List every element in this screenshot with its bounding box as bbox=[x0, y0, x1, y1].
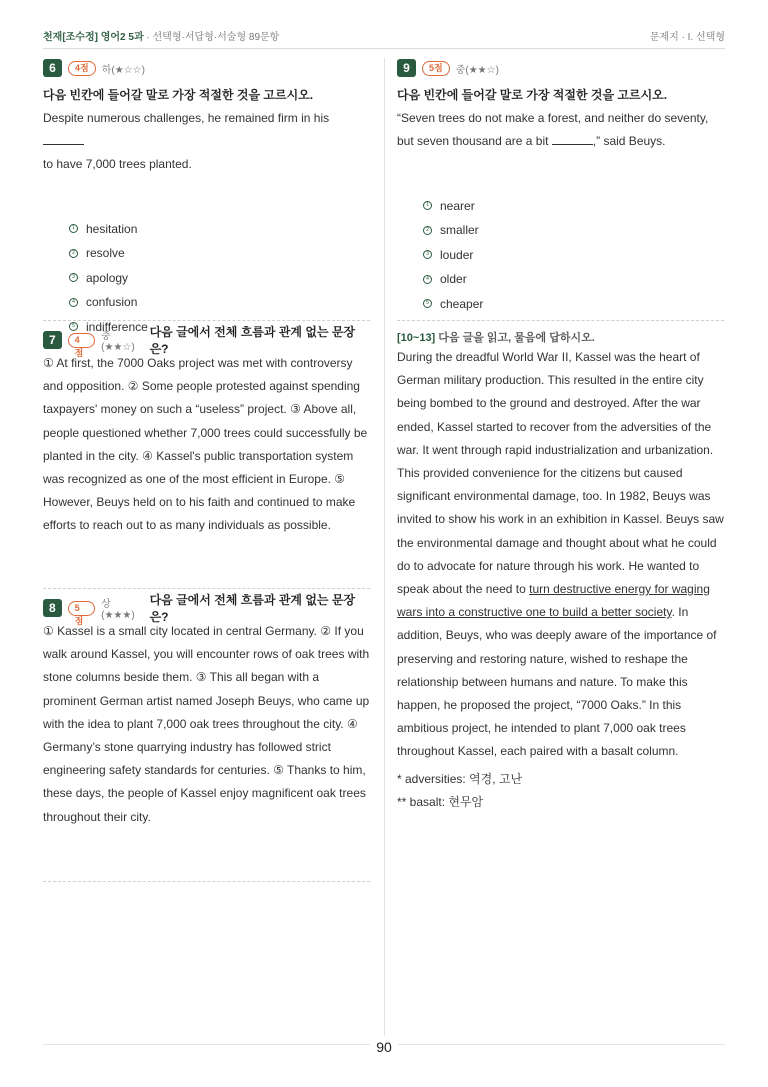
difficulty-level: 중(★★☆) bbox=[455, 64, 499, 76]
option-3[interactable] bbox=[423, 242, 724, 267]
passage-line: invited to show his work in an exhibition in Kassel. Beuys saw bbox=[397, 512, 724, 527]
question-number: 6 bbox=[43, 59, 62, 77]
question-instruction: 다음 빈칸에 들어갈 말로 가장 적절한 것을 고르시오. bbox=[43, 88, 314, 102]
points-badge: 5점 bbox=[68, 601, 95, 616]
difficulty-level: 중(★★☆) bbox=[101, 331, 135, 353]
question-9 bbox=[397, 59, 724, 316]
passage-instruction-text: 다음 글을 읽고, 물음에 답하시오. bbox=[438, 332, 595, 344]
points-badge: 4점 bbox=[68, 61, 96, 76]
column-divider bbox=[384, 58, 385, 1036]
answer-blank bbox=[552, 143, 593, 145]
option-number-icon: 5 bbox=[69, 322, 78, 331]
passage-line: However, Beuys held on to his faith and continued to make bbox=[43, 495, 356, 510]
question-text-line: ,” said Beuys. bbox=[592, 134, 666, 149]
option-number-icon: 3 bbox=[69, 273, 78, 282]
points-badge: 4점 bbox=[68, 333, 95, 348]
option-1[interactable] bbox=[69, 217, 370, 242]
points-badge: 5점 bbox=[422, 61, 450, 76]
passage-line: ① Kassel is a small city located in central Germany. ② If you bbox=[43, 624, 364, 638]
question-passage bbox=[43, 352, 370, 538]
question-instruction: 다음 글에서 전체 흐름과 관계 없는 문장은? bbox=[149, 593, 356, 624]
passage-line: taxpayers' money on such a “useless” project. ③ Above all, bbox=[43, 402, 357, 417]
section-divider bbox=[397, 320, 724, 321]
passage-line: happen, he proposed the project, “7000 Oaks.” In this bbox=[397, 698, 682, 713]
question-number: 8 bbox=[43, 599, 62, 617]
passage-line: was recognized as one of the most efficient in Europe. ⑤ bbox=[43, 472, 346, 487]
option-number-icon: 2 bbox=[69, 249, 78, 258]
passage-line: ambitious project, he intended to plant 7,000 oak trees bbox=[397, 721, 686, 736]
header-title bbox=[43, 28, 279, 43]
passage-line bbox=[397, 578, 724, 601]
underlined-text: wars into a constructive one to build a better society bbox=[397, 605, 672, 620]
passage-line: being bombed to the ground and destroyed. After the war bbox=[397, 396, 701, 411]
passage-line: significant environmental damage, too. In 1982, Beuys was bbox=[397, 489, 711, 504]
passage-line: throughout their city. bbox=[43, 809, 151, 824]
passage-footnotes bbox=[397, 768, 724, 814]
passage-line: people questioned whether 7,000 trees could successfully be bbox=[43, 425, 368, 440]
option-number-icon: 5 bbox=[423, 299, 432, 308]
passage-line: do to advocate for nature through his work. He wanted to bbox=[397, 558, 700, 573]
option-number-icon: 1 bbox=[69, 224, 78, 233]
question-6 bbox=[43, 59, 370, 339]
option-number-icon: 2 bbox=[423, 226, 432, 235]
difficulty-level: 하(★☆☆) bbox=[101, 64, 145, 76]
option-3[interactable] bbox=[69, 266, 370, 291]
option-number-icon: 4 bbox=[69, 298, 78, 307]
difficulty-level: 상(★★★) bbox=[101, 599, 135, 621]
question-number: 7 bbox=[43, 331, 62, 349]
passage-instruction bbox=[397, 329, 724, 345]
question-text bbox=[397, 107, 724, 153]
option-label: smaller bbox=[440, 223, 479, 238]
passage-text: . In bbox=[671, 605, 689, 620]
passage-line: German military production. This resulted in the entire city bbox=[397, 373, 704, 388]
section-divider bbox=[43, 588, 370, 589]
option-label: older bbox=[440, 272, 467, 287]
passage-line: preserving and restoring nature, wished to reshape the bbox=[397, 651, 688, 666]
header-section: 문제지 · I. 선택형 bbox=[649, 32, 725, 43]
question-text-line: but seven thousand are a bit bbox=[397, 134, 549, 149]
page-header bbox=[43, 28, 725, 49]
passage-line: walk around Kassel, you will encounter rows of oak trees with bbox=[43, 647, 370, 662]
option-label: louder bbox=[440, 247, 474, 262]
passage-line: the environmental damage and thought about what he could bbox=[397, 535, 717, 550]
book-subtitle: · 선택형·서답형·서술형 89문항 bbox=[143, 32, 280, 43]
passage-line: ended, Kassel started to recover from the adversities of the bbox=[397, 419, 712, 434]
passage-line: This provided convenience for the citizens but caused bbox=[397, 466, 683, 481]
option-2[interactable] bbox=[69, 241, 370, 266]
answer-blank bbox=[43, 143, 84, 145]
question-range: [10~13] bbox=[397, 332, 436, 344]
option-2[interactable] bbox=[423, 218, 724, 243]
passage-text: speak about the need to bbox=[397, 582, 530, 597]
question-instruction: 다음 빈칸에 들어갈 말로 가장 적절한 것을 고르시오. bbox=[397, 88, 668, 102]
option-number-icon: 1 bbox=[423, 201, 432, 210]
passage-body bbox=[397, 346, 724, 764]
option-label: confusion bbox=[86, 295, 138, 310]
passage-line: prominent German artist named Joseph Beuys, who came up bbox=[43, 693, 370, 708]
option-1[interactable] bbox=[423, 193, 724, 218]
passage-line: war. It went through rapid industrialization and urbanization. bbox=[397, 442, 714, 457]
answer-options bbox=[397, 193, 724, 316]
passage-line bbox=[397, 601, 724, 624]
footnote: ** basalt: 현무암 bbox=[397, 794, 484, 809]
question-number: 9 bbox=[397, 59, 416, 77]
option-label: resolve bbox=[86, 246, 125, 261]
footnote: * adversities: 역경, 고난 bbox=[397, 771, 523, 786]
passage-line: Germany’s stone quarrying industry has followed strict bbox=[43, 740, 331, 755]
option-4[interactable] bbox=[69, 290, 370, 315]
option-label: apology bbox=[86, 270, 129, 285]
question-text bbox=[43, 107, 370, 177]
passage-line: relationship between humans and nature. To make this bbox=[397, 674, 688, 689]
option-label: cheaper bbox=[440, 296, 484, 311]
book-title: 천재[조수정] 영어2 5과 bbox=[43, 32, 144, 43]
section-divider bbox=[43, 320, 370, 321]
option-5[interactable] bbox=[423, 291, 724, 316]
passage-line: throughout Kassel, each paired with a basalt column. bbox=[397, 744, 679, 759]
passage-line: efforts to reach out to as many individuals as possible. bbox=[43, 518, 331, 533]
option-label: hesitation bbox=[86, 221, 138, 236]
section-divider bbox=[43, 881, 370, 882]
question-passage bbox=[43, 620, 370, 829]
question-8 bbox=[43, 593, 370, 829]
passage-line: addition, Beuys, who was deeply aware of the importance of bbox=[397, 628, 717, 643]
passage-line: and opposition. ② Some people protested against spending bbox=[43, 379, 360, 394]
passage-line: During the dreadful World War II, Kassel was the heart of bbox=[397, 350, 700, 364]
question-text-line: to have 7,000 trees planted. bbox=[43, 157, 192, 172]
option-label: indifference bbox=[86, 319, 148, 334]
question-instruction: 다음 글에서 전체 흐름과 관계 없는 문장은? bbox=[149, 325, 356, 356]
underlined-text: turn destructive energy for waging bbox=[529, 582, 710, 597]
reading-passage bbox=[397, 329, 724, 814]
question-text-line: “Seven trees do not make a forest, and neither do seventy, bbox=[397, 111, 709, 125]
page-number bbox=[0, 1039, 768, 1055]
passage-line: stone columns beside them. ③ This all began with a bbox=[43, 670, 320, 685]
passage-line: planted in the city. ④ Kassel's public transportation system bbox=[43, 448, 354, 463]
passage-line: engineering safety standards for centuries. ⑤ Thanks to him, bbox=[43, 763, 366, 778]
passage-line: ① At first, the 7000 Oaks project was met with controversy bbox=[43, 356, 353, 370]
page-number-text: 90 bbox=[370, 1039, 398, 1055]
option-number-icon: 3 bbox=[423, 250, 432, 259]
passage-line: these days, the people of Kassel enjoy magnificent oak trees bbox=[43, 786, 366, 801]
passage-line: with the idea to plant 7,000 oak trees throughout the city. ④ bbox=[43, 716, 358, 731]
option-label: nearer bbox=[440, 198, 475, 213]
option-4[interactable] bbox=[423, 267, 724, 292]
option-number-icon: 4 bbox=[423, 275, 432, 284]
question-text-line: Despite numerous challenges, he remained firm in his bbox=[43, 111, 330, 125]
